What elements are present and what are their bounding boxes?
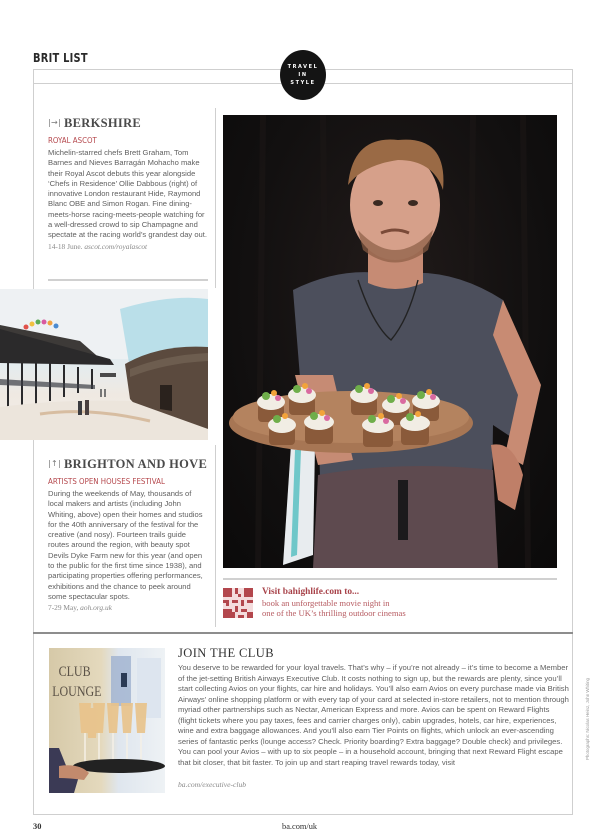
chef-photo: [223, 115, 557, 568]
event-date: 14-18 June.: [48, 241, 83, 251]
article-divider: [48, 279, 208, 281]
article-kicker: ROYAL ASCOT: [48, 135, 97, 145]
article-body: Michelin-starred chefs Brett Graham, Tom Barnes and Nieves Barragán Mohacho make their Royal Ascot debuts this year alongside ‘Chefs in Residence’ Ollie Dabbous (right) of innovative London restaurant Hide, Raymond Blanc OBE and Simon Rogan. Fine dining-meets-horse racing-meets-people watching for a well-dressed crowd to sip Champagne and spectate at the racing world’s grandest day out.: [48, 148, 208, 240]
arrow-right-icon: |→|: [48, 118, 62, 127]
article-berkshire: [48, 116, 208, 251]
svg-text:CLUB: CLUB: [58, 662, 91, 680]
club-lounge-photo: [49, 648, 165, 793]
column-divider-bottom: [215, 445, 216, 627]
event-link[interactable]: ascot.com/royalascot: [84, 241, 148, 251]
illustration-art: [0, 289, 208, 440]
badge-line-2: IN: [298, 72, 308, 78]
club-body: You deserve to be rewarded for your loyal travels. That’s why – if you’re not already – it’s time to become a Member of the jet-setting British Airways Executive Club. It costs nothing to sign up, but the rewards are plenty, since you’ll start collecting Avios on your flights, car hire and holidays. You’ll also earn Avios on every purchase made via British Airways’ online shopping platform or with every tap of your card at selected in-store retailers, not to mention through myriad other partnerships such as Nectar, American Express and more. Avios can be spent on Reward Flights (flight tickets where you pay taxes, fees and carrier charges only), cabin upgrades, hotels, car hire, experiences, wine and extra baggage allowances. And you’ll also earn Tier Points on flights, which unlock an ever-ascending series of fantastic perks (lounge access? Check. Priority boarding? Extra baggage? Double check) and privileges. You can pool your Avios – with up to six people – in a household account, bringing that next Reward Flight escape that bit closer, that bit faster. To join up and start reaping travel rewards today, visit: [178, 663, 569, 767]
article-kicker: ARTISTS OPEN HOUSES FESTIVAL: [48, 476, 165, 486]
bahighlife-promo[interactable]: [223, 585, 563, 625]
promo-line-1: book an unforgettable movie night in: [262, 597, 390, 608]
event-link[interactable]: aoh.org.uk: [80, 603, 112, 613]
promo-headline[interactable]: Visit bahighlife.com to...: [262, 587, 360, 597]
brighton-pier-illustration: [0, 289, 208, 440]
qr-code-icon[interactable]: [223, 588, 253, 618]
article-info: [48, 603, 208, 612]
article-brighton: [48, 457, 208, 612]
event-date: 7-29 May,: [48, 603, 79, 613]
article-region: [48, 457, 208, 472]
photo-credit: Photographs: Nicolas Heinz, John Whiting: [585, 677, 590, 760]
promo-text: [262, 587, 406, 619]
badge-line-3: STYLE: [290, 80, 316, 86]
chef-photo-art: [223, 115, 557, 568]
promo-divider: [223, 578, 557, 580]
club-lounge-art: [49, 648, 165, 793]
club-title: JOIN THE CLUB: [178, 646, 274, 660]
promo-line-2: one of the UK’s thrilling outdoor cinemas: [262, 608, 406, 618]
badge-line-1: TRAVEL: [287, 64, 319, 70]
article-region: [48, 116, 208, 131]
section-label: BRIT LIST: [33, 51, 88, 65]
region-name: BERKSHIRE: [64, 116, 142, 130]
region-name: BRIGHTON AND HOVE: [64, 457, 208, 471]
arrow-up-icon: |↑|: [48, 459, 62, 468]
page-number: 30: [33, 822, 42, 831]
club-section-rule: [33, 632, 573, 634]
travel-in-style-badge: [280, 50, 326, 100]
column-divider-top: [215, 108, 216, 288]
club-link[interactable]: ba.com/executive-club: [178, 780, 247, 789]
article-info: [48, 242, 208, 251]
footer-url[interactable]: ba.com/uk: [282, 822, 318, 831]
article-body: During the weekends of May, thousands of local makers and artists (including John Whiting, above) open their homes and studios for the 40th anniversary of the festival for the creative (and nosy). Fourteen trails guide routes around the region, with beauty spot Devils Dyke Farm new for this year (and open to the public for the first time since 1938), and participating properties offering performances, exhibitions and the chance to peek around some spectacular spots.: [48, 489, 203, 601]
svg-text:LOUNGE: LOUNGE: [52, 682, 102, 700]
